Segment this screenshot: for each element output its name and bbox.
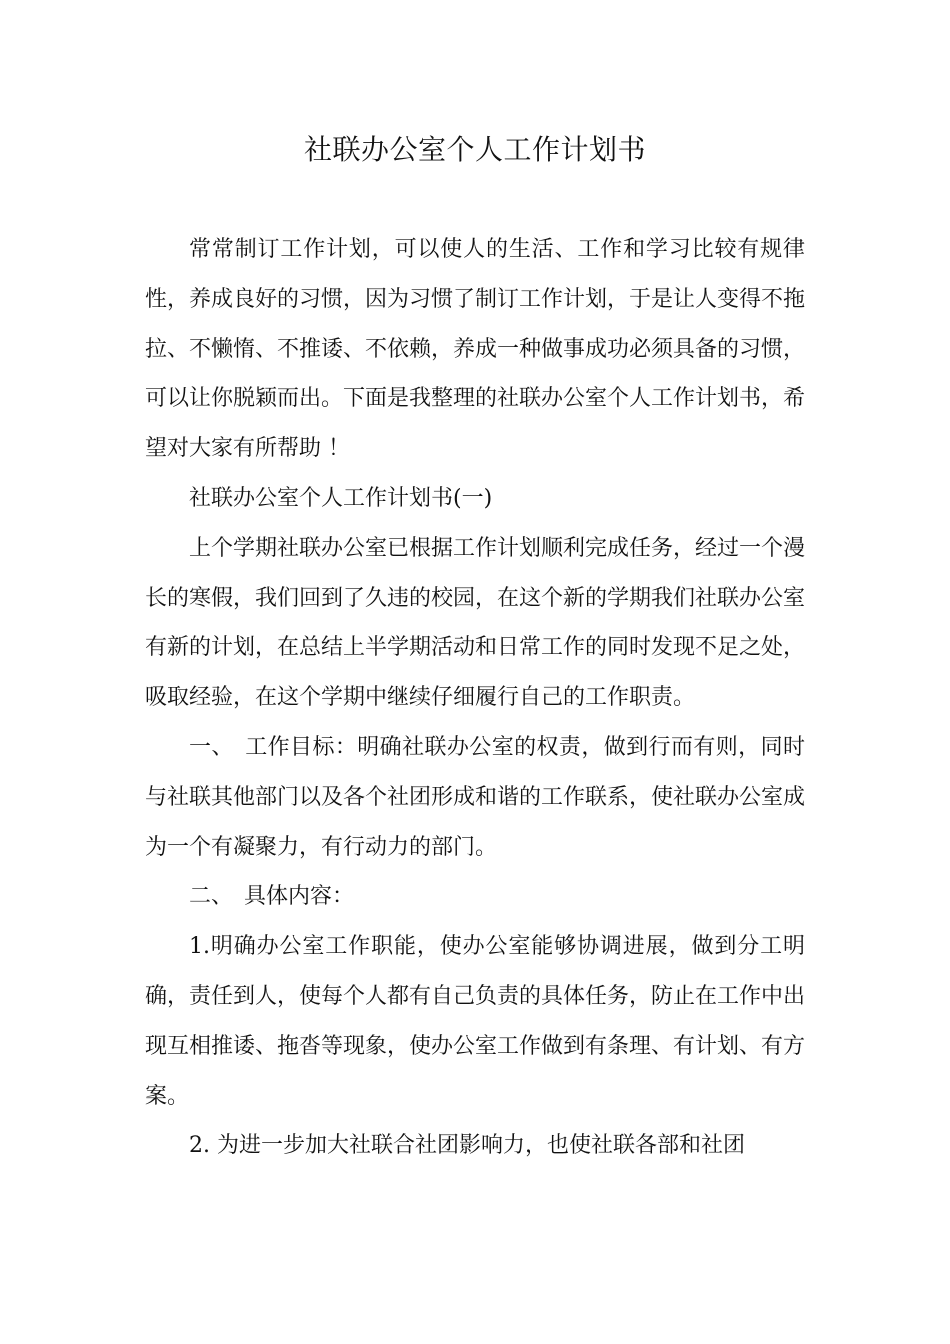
body-paragraph: 上个学期社联办公室已根据工作计划顺利完成任务，经过一个漫长的寒假，我们回到了久违的校园，在这个新的学期我们社联办公室有新的计划，在总结上半学期活动和日常工作的同时发现不足之处，吸取经验，在这个学期中继续仔细履行自己的工作职责。 — [145, 535, 806, 711]
content-heading: 二、 具体内容： — [189, 884, 355, 910]
section-heading: 社联办公室个人工作计划书(一) — [189, 485, 493, 511]
intro-paragraph: 常常制订工作计划，可以使人的生活、工作和学习比较有规律性，养成良好的习惯，因为习惯了制订工作计划，于是让人变得不拖拉、不懒惰、不推诿、不依赖，养成一种做事成功必须具备的习惯，可以让你脱颖而出。下面是我整理的社联办公室个人工作计划书，希望对大家有所帮助 ！ — [145, 237, 806, 462]
goal-paragraph: 一、 工作目标：明确社联办公室的权责，做到行而有则，同时与社联其他部门以及各个社团形成和谐的工作联系，使社联办公室成为一个有凝聚力，有行动力的部门。 — [145, 734, 806, 860]
item-2-paragraph: 2. 为进一步加大社联合社团影响力，也使社联各部和社团 — [189, 1133, 745, 1159]
item-1-paragraph: 1.明确办公室工作职能，使办公室能够协调进展，做到分工明确，责任到人，使每个人都有自己负责的具体任务，防止在工作中出现互相推诿、拖沓等现象，使办公室工作做到有条理、有计划、有方案。 — [145, 934, 806, 1109]
document-body — [145, 225, 805, 1171]
document-title: 社联办公室个人工作计划书 — [303, 133, 646, 166]
